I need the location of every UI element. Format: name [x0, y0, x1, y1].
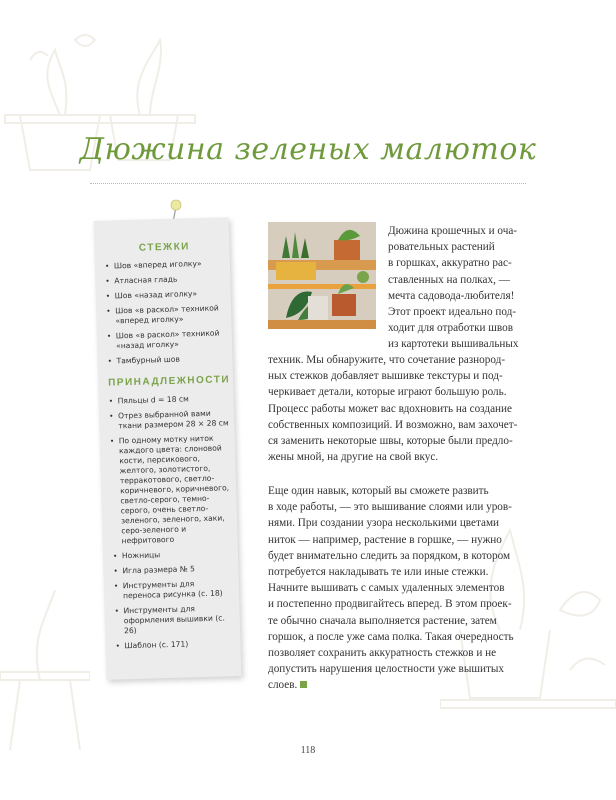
list-item: • Игла размера № 5	[113, 563, 233, 576]
text-line: допустить нарушения целостности уже вышитых	[268, 663, 504, 676]
text-line: ровательных растений	[388, 241, 495, 254]
supplies-list	[109, 393, 236, 652]
text-line: ся заменить некоторые швы, которые были предло-	[268, 435, 513, 448]
text-line: из картотеки вышивальных	[388, 338, 519, 351]
list-item: • Шов «в раскол» техникой «назад иголку»	[107, 329, 228, 352]
text-line: мечта садовода-любителя!	[388, 289, 515, 302]
layering-paragraph	[268, 483, 530, 694]
stitches-heading: СТЕЖКИ	[138, 241, 191, 254]
text-line: Этот проект идеально под-	[388, 306, 517, 319]
page-title: Дюжина зеленых малюток	[79, 132, 537, 167]
list-item: • Ножницы	[113, 548, 233, 561]
supplies-card	[94, 217, 242, 680]
list-item: • Шов «назад иголку»	[106, 289, 226, 302]
embroidery-photo	[268, 222, 376, 329]
text-line: потребуется накладывать те или иные стежки.	[268, 566, 489, 579]
text-line: ных стежков добавляет вышивке текстуры и под-	[268, 370, 503, 383]
text-line: и постепенно продвигайтесь вперед. В этом проек-	[268, 598, 512, 611]
intro-paragraph-wrapped	[388, 223, 528, 353]
end-of-article-square-icon	[300, 681, 307, 688]
title-divider	[90, 183, 526, 184]
text-line: Дюжина крошечных и оча-	[388, 225, 518, 237]
text-line: черкивает детали, которые играют большую роль.	[268, 386, 507, 399]
text-line: ходит для отработки швов	[388, 322, 513, 335]
text-line: позволяет сохранить аккуратность стежков и не	[268, 647, 497, 660]
list-item: • Шов «в раскол» техникой «вперед иголку»	[106, 304, 227, 327]
text-line: техник. Мы обнаружите, что сочетание разнород-	[268, 354, 506, 366]
list-item: • Шаблон (с. 171)	[115, 638, 235, 651]
text-line: Еще один навык, который вы сможете развить	[268, 485, 489, 497]
text-line: жены мной, на другие на свой вкус.	[268, 451, 439, 464]
text-line: собственных композиций. И возможно, вам захочет-	[268, 418, 518, 431]
list-item: • Тамбурный шов	[107, 354, 227, 367]
page-number: 118	[300, 745, 316, 756]
list-item: • Атласная гладь	[105, 274, 225, 287]
text-line: горшок, а после уже сама полка. Такая очередность	[268, 630, 514, 643]
intro-paragraph-continued	[268, 352, 530, 465]
text-line: нями. При создании узора несколькими цветами	[268, 517, 500, 530]
embroidered-shelf-plants-image	[268, 222, 376, 329]
list-item: • Пяльцы d = 18 см	[109, 393, 229, 406]
text-line: Начните вышивать с самых удаленных элементов	[268, 582, 505, 595]
supplies-heading: ПРИНАДЛЕЖНОСТИ	[108, 374, 231, 389]
text-line: ниток — например, растение в горшке, — нужно	[268, 533, 502, 546]
text-line: в горшках, аккуратно рас-	[388, 257, 512, 270]
text-line-end: слоев.	[268, 679, 298, 692]
text-line: Процесс работы может вас вдохновить на создание	[268, 402, 512, 415]
text-line-last	[268, 677, 530, 693]
stitches-list	[105, 259, 228, 367]
text-line: будет внимательно следить за порядком, в котором	[268, 549, 511, 562]
list-item: • Шов «вперед иголку»	[105, 259, 225, 272]
list-item: • Инструменты для оформления вышивки (с. 26)	[114, 603, 235, 636]
text-line: ставленных на полках, —	[388, 273, 510, 286]
text-line: те обычно сначала выполняется растение, затем	[268, 614, 497, 627]
text-line: в ходе работы, — это вышивание слоями или уров-	[268, 501, 512, 514]
background-plant-illustration-left-bottom	[0, 560, 90, 760]
list-item: • Инструменты для переноса рисунка (с. 18)	[114, 578, 235, 601]
list-item: • По одному мотку ниток каждого цвета: слоновой кости, персикового, желтого, золотистого, терракотового, светло-коричневого, коричневого, светло-серого, темно-серого, очень светло-зеленого, зеленого, хаки, серо-зеленого и нефритового	[110, 433, 233, 546]
list-item: • Отрез выбранной вами ткани размером 28 × 28 см	[109, 408, 230, 431]
